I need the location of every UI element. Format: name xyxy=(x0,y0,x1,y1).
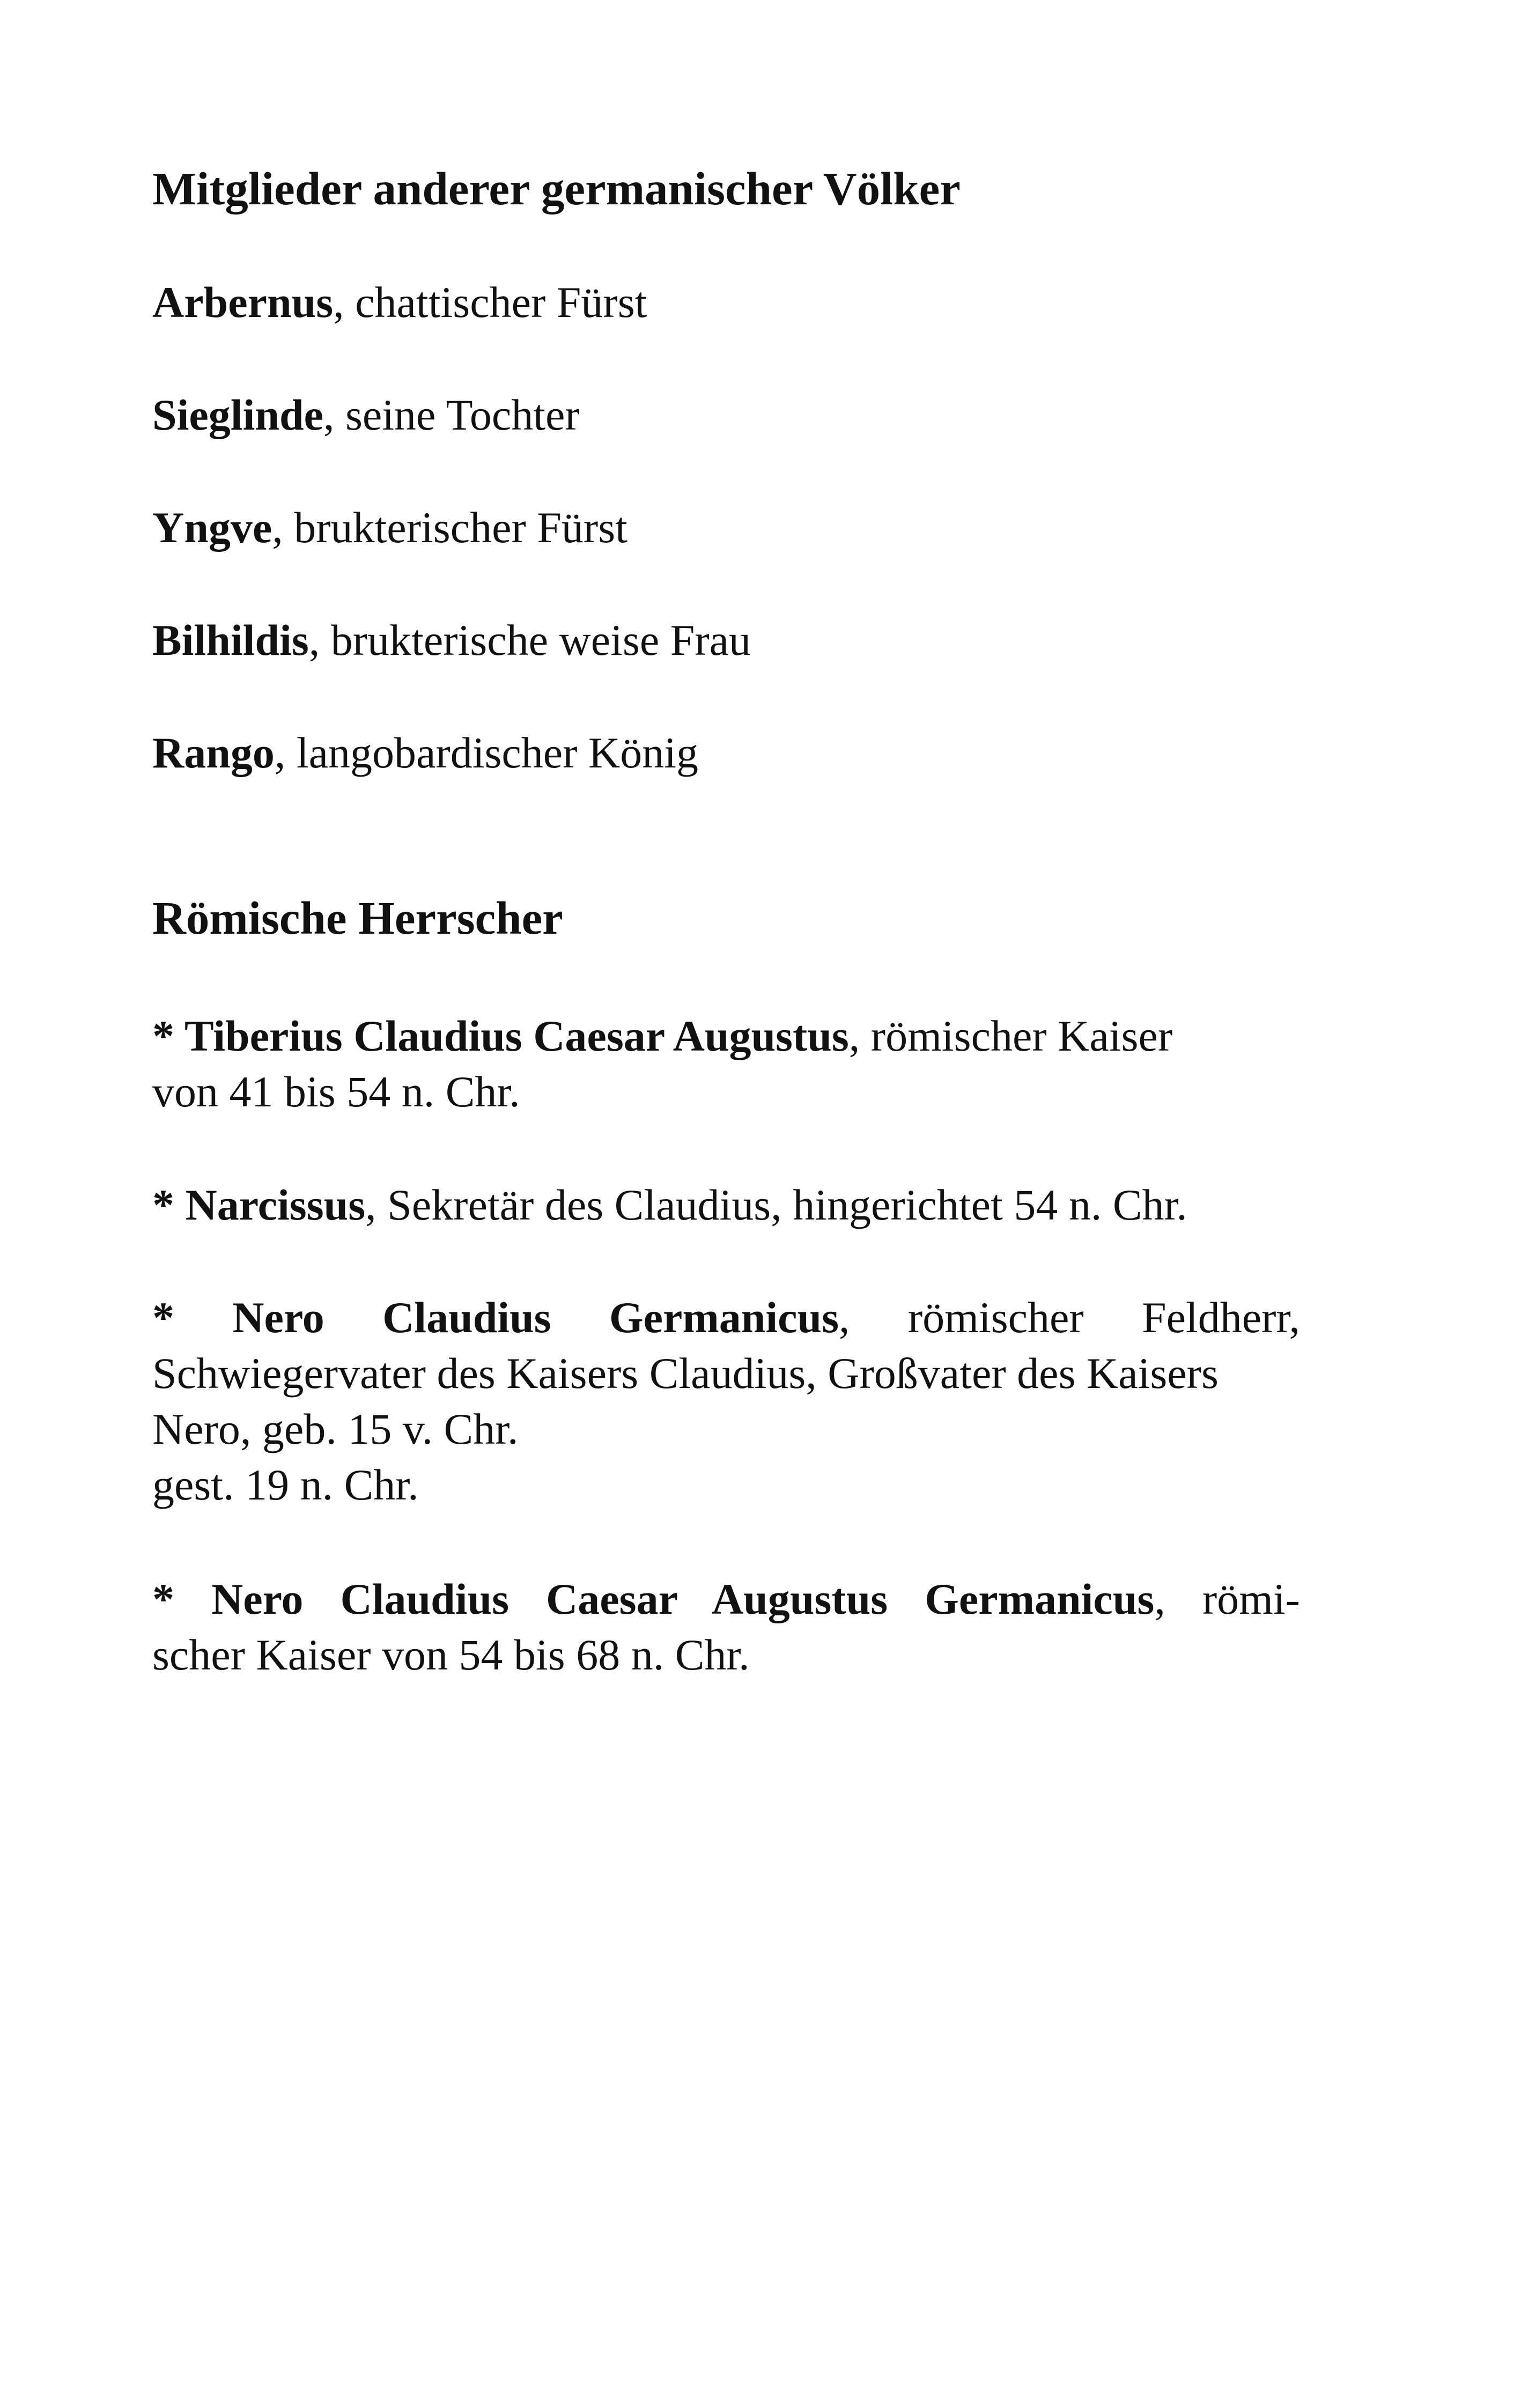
entry-line xyxy=(152,1571,1300,1627)
entry-description: , chattischer Fürst xyxy=(333,278,647,327)
entry-claudius xyxy=(152,1008,1300,1120)
entry-name: * Tiberius Claudius Caesar Augustus xyxy=(152,1011,849,1060)
entry-name: Yngve xyxy=(152,503,272,552)
entry-name: * Nero Claudius Germanicus xyxy=(152,1293,839,1342)
entry-description: , brukterischer Fürst xyxy=(272,503,627,552)
entry-description: , römischer Kaiser xyxy=(848,1011,1173,1060)
entry-name: Bilhildis xyxy=(152,616,309,664)
section-title-roman-rulers: Römische Herrscher xyxy=(152,892,563,944)
entry-line: von 41 bis 54 n. Chr. xyxy=(152,1067,520,1116)
entry-name: Arbernus xyxy=(152,278,334,327)
entry-sieglinde xyxy=(152,389,580,441)
entry-line xyxy=(152,1290,1300,1346)
entry-germanicus xyxy=(152,1290,1300,1513)
entry-arbernus xyxy=(152,276,647,329)
entry-name: * Narcissus xyxy=(152,1180,366,1229)
entry-line: scher Kaiser von 54 bis 68 n. Chr. xyxy=(152,1630,750,1679)
entry-line xyxy=(152,1177,1300,1233)
entry-line: Nero, geb. 15 v. Chr. xyxy=(152,1405,519,1453)
entry-bilhildis xyxy=(152,614,780,667)
entry-line: Schwiegervater des Kaisers Claudius, Großvater des Kaisers xyxy=(152,1349,1219,1398)
entry-name: * Nero Claudius Caesar Augustus Germanicus xyxy=(152,1575,1155,1623)
entry-name: Rango xyxy=(152,728,275,777)
entry-description: , langobardischer König xyxy=(274,728,698,777)
entry-description: , seine Tochter xyxy=(323,390,580,439)
entry-nero xyxy=(152,1571,1300,1683)
entry-name: Sieglinde xyxy=(152,390,323,439)
entry-description: , römi- xyxy=(1154,1575,1300,1623)
entry-yngve xyxy=(152,501,627,554)
entry-line: gest. 19 n. Chr. xyxy=(152,1460,419,1509)
entry-description: , brukterische weise Frau xyxy=(308,616,751,664)
entry-line xyxy=(152,1008,1300,1064)
entry-description: , Sekretär des Claudius, hingerichtet 54 n. Chr. xyxy=(365,1180,1187,1229)
entry-narcissus xyxy=(152,1177,1300,1233)
entry-description: , römischer Feldherr, xyxy=(839,1293,1300,1342)
entry-rango xyxy=(152,727,698,779)
section-title-germanic-peoples: Mitglieder anderer germanischer Völker xyxy=(152,162,961,215)
